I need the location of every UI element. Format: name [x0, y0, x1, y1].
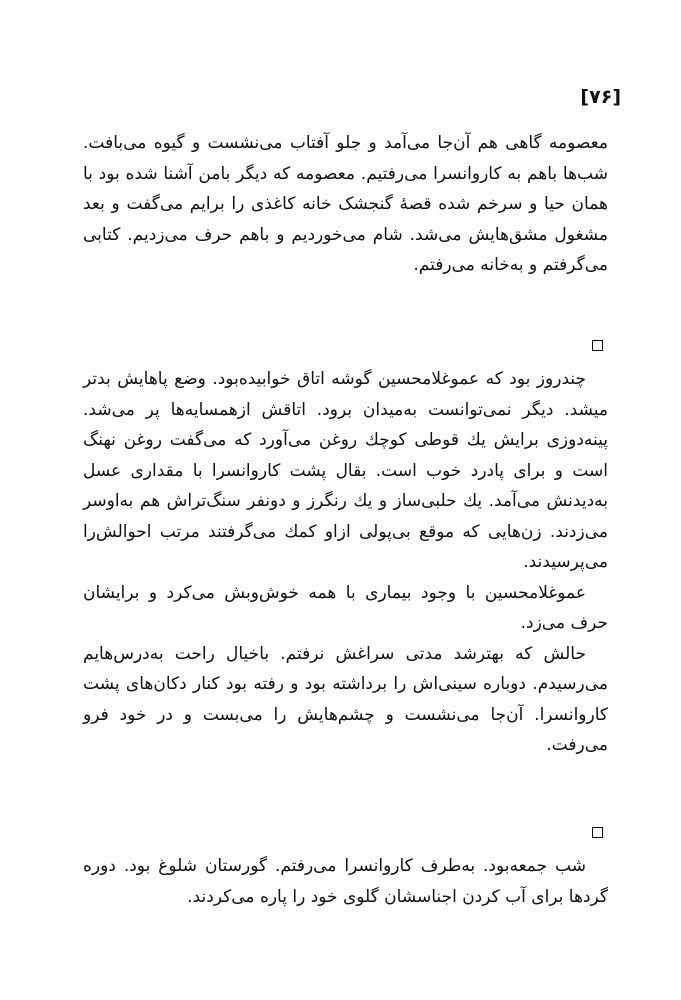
- paragraph: حالش که بهترشد مدتی سراغش نرفتم. باخیال راحت به‌درس‌هایم می‌رسیدم. دوباره سینی‌اش را برداشته بود و رفته بود کنار دکان‌های پشت کاروانسرا. آن‌جا می‌نشست و چشم‌هایش را می‌بست و در خود فرو می‌رفت.: [83, 643, 608, 755]
- paragraph: عموغلامحسین با وجود بیماری با همه خوش‌وبش می‌کرد و برایشان حرف می‌زد.: [83, 582, 608, 633]
- text-section-3: [83, 851, 608, 912]
- paragraph: معصومه گاهی هم آن‌جا می‌آمد و جلو آفتاب می‌نشست و گیوه می‌بافت. شب‌ها باهم به کاروانسرا می‌رفتیم. معصومه که دیگر بامن آشنا شده بود با همان حیا و سرخم شده قصهٔ گنجشک خانه کاغذی را برایم می‌گفت و بعد مشغول مشق‌هایش می‌شد. شام می‌خوردیم و باهم حرف می‌زدیم. کتابی می‌گرفتم و به‌خانه می‌رفتم.: [83, 133, 608, 275]
- section-separator-square-icon: [592, 827, 603, 838]
- paragraph: شب جمعه‌بود. به‌طرف کاروانسرا می‌رفتم. گورستان شلوغ بود. دوره گردها برای آب کردن اجناسشان گلوی خود را پاره می‌کردند.: [83, 856, 608, 907]
- section-separator-square-icon: [592, 340, 603, 351]
- text-section-1: [83, 128, 608, 281]
- page-number: [۷۶]: [580, 86, 621, 108]
- text-section-2: [83, 364, 608, 761]
- paragraph: چندروز بود که عموغلامحسین گوشه اتاق خوابیده‌بود. وضع پاهایش بدتر میشد. دیگر نمی‌توانست به‌میدان برود. اتاقش ازهمسایه‌ها پر می‌شد. پینه‌دوزی برایش یك قوطی کوچك روغن می‌آورد که می‌گفت روغن نهنگ است و برای پادرد خوب است. بقال پشت کاروانسرا با مقداری عسل به‌دیدنش می‌آمد. یك حلبی‌ساز و یك رنگرز و دونفر سنگ‌تراش هم به‌اوسر می‌زدند. زن‌هایی که موقع بی‌پولی ازاو کمك می‌گرفتند مرتب احوالش‌را می‌پرسیدند.: [83, 369, 608, 572]
